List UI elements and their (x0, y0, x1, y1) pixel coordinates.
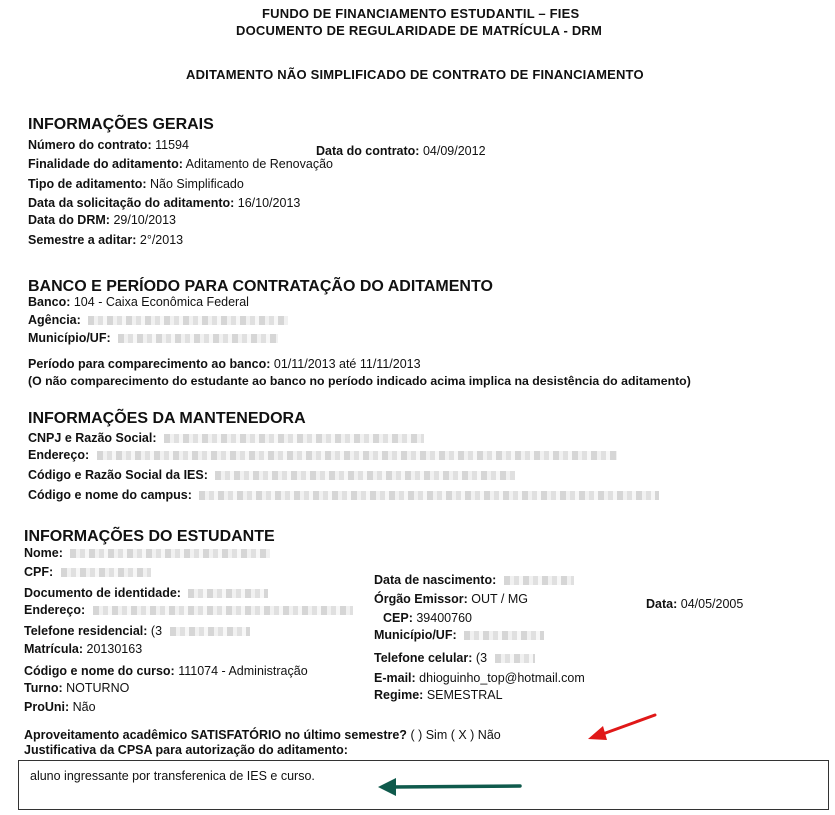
value: Aditamento de Renovação (185, 157, 333, 171)
value: OUT / MG (471, 592, 528, 606)
label: ProUni: (24, 700, 70, 714)
label: CNPJ e Razão Social: (28, 431, 157, 445)
value: 104 - Caixa Econômica Federal (73, 295, 249, 309)
label: Código e nome do curso: (24, 664, 175, 678)
red-arrow-icon (588, 715, 655, 740)
label: Turno: (24, 681, 63, 695)
section-title-gerais: INFORMAÇÕES GERAIS (28, 116, 214, 133)
label: Endereço: (24, 603, 86, 617)
header-fund-title: FUNDO DE FINANCIAMENTO ESTUDANTIL – FIES (262, 6, 580, 21)
value: 04/05/2005 (680, 597, 744, 611)
label: Agência: (28, 313, 81, 327)
value: 39400760 (416, 611, 472, 625)
label: Município/UF: (28, 331, 111, 345)
value: (3 (150, 624, 163, 638)
label: Telefone residencial: (24, 624, 148, 638)
label: CPF: (24, 565, 54, 579)
value: 111074 - Administração (178, 664, 308, 678)
label: Regime: (374, 688, 424, 702)
value: dhioguinho_top@hotmail.com (419, 671, 585, 685)
value: 11594 (155, 138, 189, 152)
label: E-mail: (374, 671, 416, 685)
label: Data: (646, 597, 678, 611)
value: ( ) Sim ( X ) Não (410, 728, 501, 742)
label: Município/UF: (374, 628, 457, 642)
label: Período para comparecimento ao banco: (28, 357, 271, 371)
label: Telefone celular: (374, 651, 473, 665)
section-title-mantenedora: INFORMAÇÕES DA MANTENEDORA (28, 410, 306, 427)
section-title-banco: BANCO E PERÍODO PARA CONTRATAÇÃO DO ADITAMENTO (28, 278, 493, 295)
label: Data do contrato: (316, 144, 420, 158)
label: Órgão Emissor: (374, 592, 468, 606)
teal-arrow-icon (378, 778, 520, 796)
label: Finalidade do aditamento: (28, 157, 183, 171)
value: 16/10/2013 (237, 196, 301, 210)
header-aditamento-title: ADITAMENTO NÃO SIMPLIFICADO DE CONTRATO DE FINANCIAMENTO (186, 67, 644, 82)
banco-aviso: (O não comparecimento do estudante ao banco no período indicado acima implica na desistência do aditamento) (28, 374, 691, 388)
label: CEP: (383, 611, 413, 625)
label: Data de nascimento: (374, 573, 497, 587)
label: Endereço: (28, 448, 90, 462)
value: SEMESTRAL (426, 688, 503, 702)
label: Código e nome do campus: (28, 488, 192, 502)
justificativa-text: aluno ingressante por transferenica de IES e curso. (30, 769, 315, 783)
label: Nome: (24, 546, 63, 560)
label: Matrícula: (24, 642, 84, 656)
value: 20130163 (86, 642, 143, 656)
header-doc-title: DOCUMENTO DE REGULARIDADE DE MATRÍCULA - DRM (236, 23, 603, 38)
label: Banco: (28, 295, 71, 309)
value: 29/10/2013 (113, 213, 176, 227)
label: Número do contrato: (28, 138, 152, 152)
value: 04/09/2012 (422, 144, 486, 158)
label: Data do DRM: (28, 213, 110, 227)
value: 2°/2013 (139, 233, 184, 247)
label: Tipo de aditamento: (28, 177, 147, 191)
value: Não (72, 700, 96, 714)
label: Justificativa da CPSA para autorização do aditamento: (24, 743, 348, 757)
value: Não Simplificado (150, 177, 244, 191)
label: Semestre a aditar: (28, 233, 137, 247)
label: Aproveitamento acadêmico SATISFATÓRIO no último semestre? (24, 728, 407, 742)
value: NOTURNO (66, 681, 130, 695)
label: Data da solicitação do aditamento: (28, 196, 235, 210)
value: (3 (475, 651, 488, 665)
section-title-estudante: INFORMAÇÕES DO ESTUDANTE (24, 528, 275, 545)
label: Documento de identidade: (24, 586, 181, 600)
value: 01/11/2013 até 11/11/2013 (273, 357, 421, 371)
label: Código e Razão Social da IES: (28, 468, 208, 482)
